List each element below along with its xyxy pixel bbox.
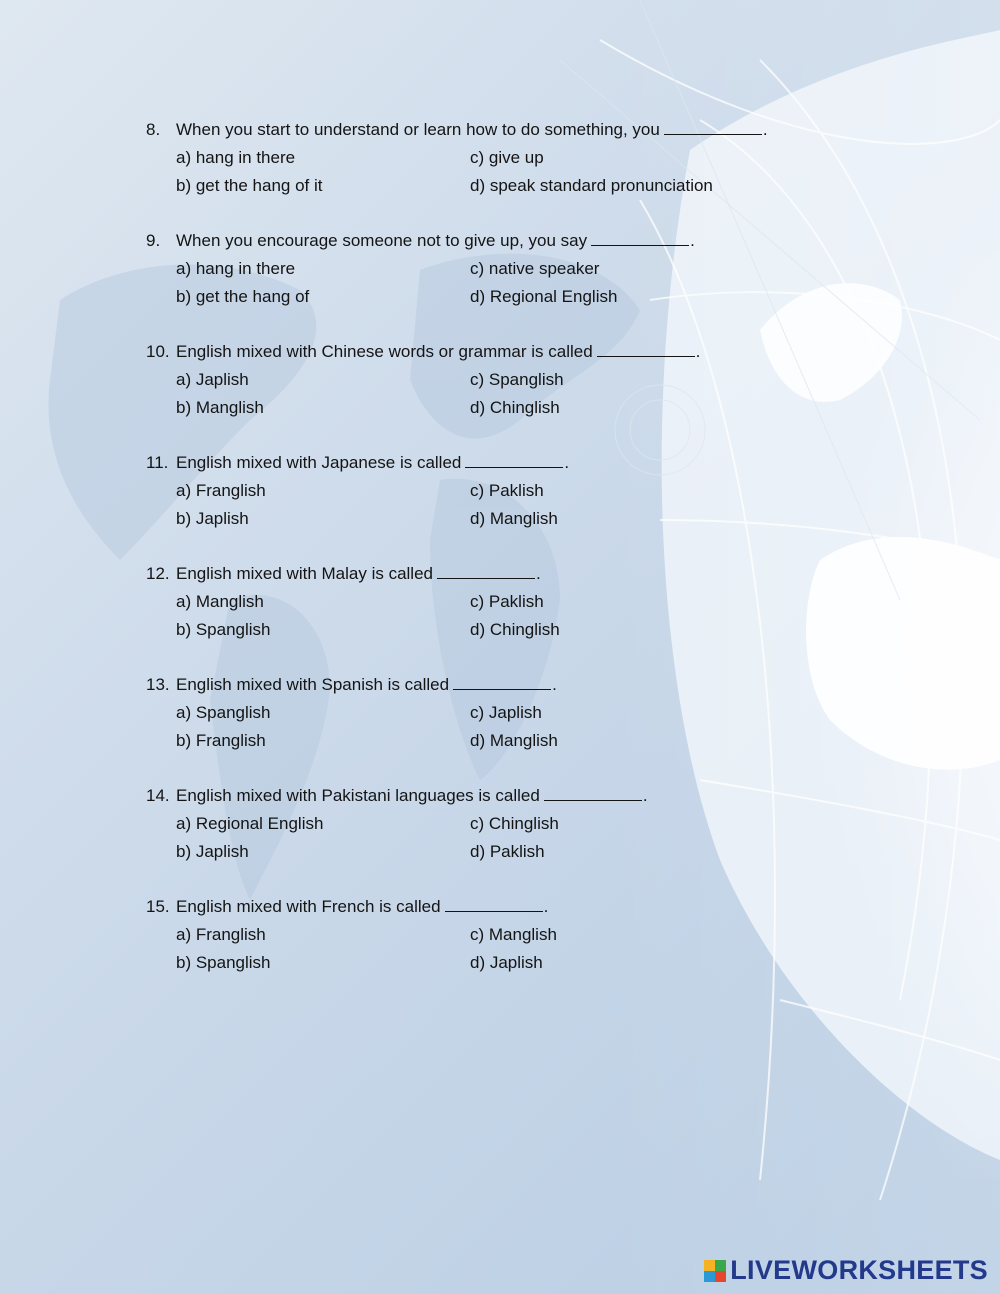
- option-d[interactable]: d) Japlish: [470, 953, 543, 972]
- question-number: 14.: [146, 786, 170, 805]
- option-a[interactable]: a) hang in there: [176, 259, 296, 278]
- question-number: 8.: [146, 120, 161, 139]
- question-end: .: [543, 897, 549, 916]
- liveworksheets-logo[interactable]: [704, 1255, 988, 1286]
- option-a[interactable]: a) hang in there: [176, 148, 296, 167]
- option-b[interactable]: b) Japlish: [176, 842, 249, 861]
- question-10: [146, 341, 846, 419]
- option-a[interactable]: a) Franglish: [176, 925, 266, 944]
- options: [176, 813, 846, 863]
- question-text: English mixed with Pakistani languages is called: [176, 786, 540, 805]
- option-c[interactable]: c) Japlish: [470, 703, 542, 722]
- question-number: 15.: [146, 897, 170, 916]
- option-b[interactable]: b) Franglish: [176, 731, 266, 750]
- question-text: English mixed with Chinese words or grammar is called: [176, 342, 593, 361]
- question-stem: [146, 230, 846, 252]
- question-stem: [146, 563, 846, 585]
- question-number: 9.: [146, 231, 161, 250]
- question-12: [146, 563, 846, 641]
- question-stem: [146, 785, 846, 807]
- options: [176, 258, 846, 308]
- option-d[interactable]: d) speak standard pronunciation: [470, 176, 713, 195]
- option-c[interactable]: c) give up: [470, 148, 544, 167]
- question-stem: [146, 896, 846, 918]
- option-c[interactable]: c) Paklish: [470, 592, 544, 611]
- question-stem: [146, 452, 846, 474]
- options: [176, 480, 846, 530]
- answer-blank[interactable]: [591, 230, 689, 246]
- answer-blank[interactable]: [453, 674, 551, 690]
- options: [176, 369, 846, 419]
- option-c[interactable]: c) Manglish: [470, 925, 557, 944]
- option-d[interactable]: d) Regional English: [470, 287, 618, 306]
- options: [176, 147, 846, 197]
- option-b[interactable]: b) Spanglish: [176, 620, 271, 639]
- question-text: English mixed with Malay is called: [176, 564, 433, 583]
- question-text: English mixed with Spanish is called: [176, 675, 450, 694]
- option-b[interactable]: b) get the hang of: [176, 287, 310, 306]
- question-number: 12.: [146, 564, 170, 583]
- option-c[interactable]: c) Spanglish: [470, 370, 564, 389]
- answer-blank[interactable]: [664, 119, 762, 135]
- answer-blank[interactable]: [465, 452, 563, 468]
- question-stem: [146, 341, 846, 363]
- option-d[interactable]: d) Chinglish: [470, 620, 560, 639]
- liveworksheets-logo-icon: [704, 1260, 726, 1282]
- question-end: .: [762, 120, 768, 139]
- option-b[interactable]: b) Japlish: [176, 509, 249, 528]
- option-c[interactable]: c) Paklish: [470, 481, 544, 500]
- question-text: English mixed with French is called: [176, 897, 441, 916]
- question-number: 10.: [146, 342, 170, 361]
- option-d[interactable]: d) Chinglish: [470, 398, 560, 417]
- question-end: .: [536, 564, 541, 583]
- question-end: .: [690, 231, 695, 250]
- question-number: 11.: [146, 453, 169, 472]
- option-a[interactable]: a) Japlish: [176, 370, 249, 389]
- question-stem: [146, 674, 846, 696]
- answer-blank[interactable]: [544, 785, 642, 801]
- question-number: 13.: [146, 675, 170, 694]
- option-d[interactable]: d) Paklish: [470, 842, 545, 861]
- option-b[interactable]: b) Spanglish: [176, 953, 271, 972]
- option-d[interactable]: d) Manglish: [470, 509, 558, 528]
- option-c[interactable]: c) native speaker: [470, 259, 600, 278]
- question-13: [146, 674, 846, 752]
- question-end: .: [564, 453, 570, 472]
- question-text: When you start to understand or learn how to do something, you: [176, 120, 660, 139]
- answer-blank[interactable]: [437, 563, 535, 579]
- option-d[interactable]: d) Manglish: [470, 731, 558, 750]
- option-a[interactable]: a) Franglish: [176, 481, 266, 500]
- option-a[interactable]: a) Regional English: [176, 814, 324, 833]
- logo-text: LIVEWORKSHEETS: [730, 1255, 988, 1285]
- question-8: [146, 119, 846, 197]
- options: [176, 924, 846, 974]
- option-c[interactable]: c) Chinglish: [470, 814, 559, 833]
- question-end: .: [695, 342, 701, 361]
- question-end: .: [642, 786, 648, 805]
- question-stem: [146, 119, 846, 141]
- answer-blank[interactable]: [445, 896, 543, 912]
- question-end: .: [552, 675, 557, 694]
- options: [176, 702, 846, 752]
- options: [176, 591, 846, 641]
- question-text: When you encourage someone not to give up, you say: [176, 231, 588, 250]
- answer-blank[interactable]: [597, 341, 695, 357]
- option-b[interactable]: b) get the hang of it: [176, 176, 323, 195]
- question-text: English mixed with Japanese is called: [176, 453, 462, 472]
- question-9: [146, 230, 846, 308]
- option-b[interactable]: b) Manglish: [176, 398, 264, 417]
- question-11: [146, 452, 846, 530]
- question-15: [146, 896, 846, 974]
- option-a[interactable]: a) Manglish: [176, 592, 264, 611]
- option-a[interactable]: a) Spanglish: [176, 703, 271, 722]
- question-14: [146, 785, 846, 863]
